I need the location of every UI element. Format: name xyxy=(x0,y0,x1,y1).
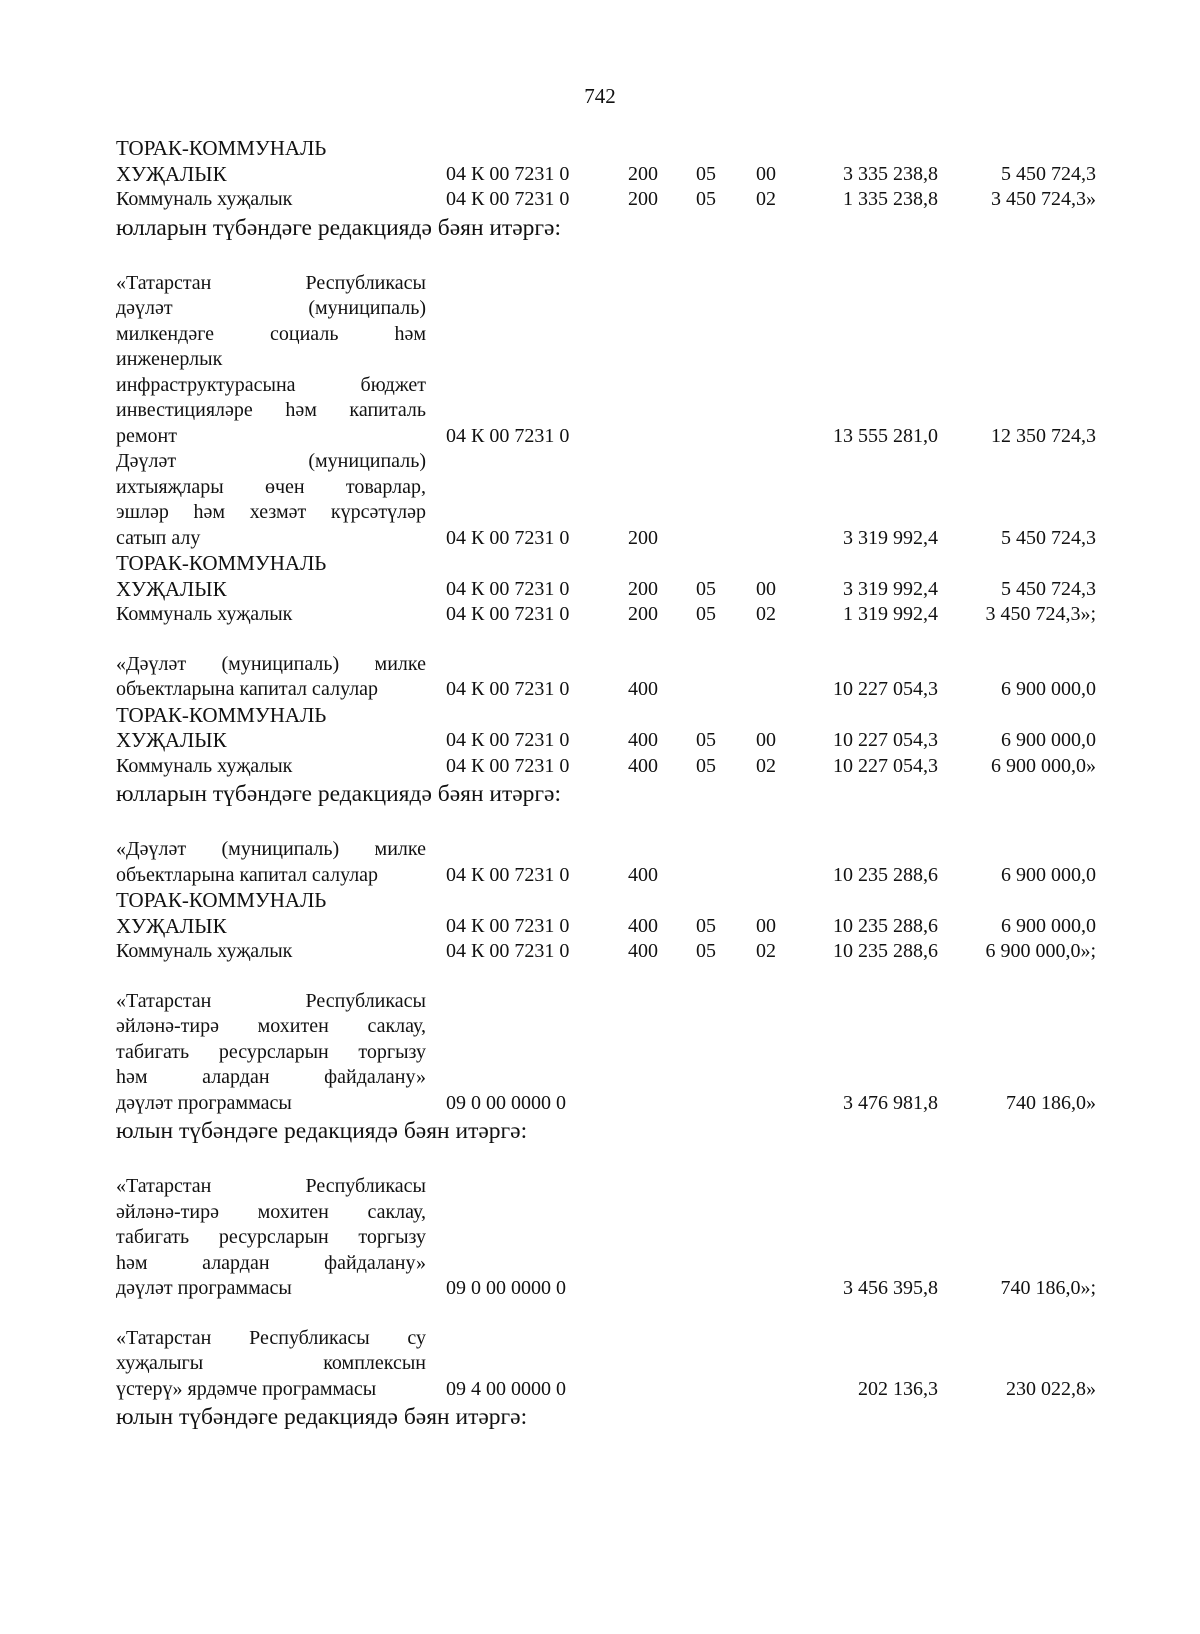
amount-year-1: 3 319 992,4 xyxy=(843,526,938,549)
budget-block-top xyxy=(116,136,1116,213)
row-title xyxy=(116,754,426,780)
amount-year-2: 6 900 000,0»; xyxy=(985,940,1096,962)
subsection-code: 02 xyxy=(756,754,776,777)
budget-block-2 xyxy=(116,271,1116,628)
row-title-line: ТОРАК-КОММУНАЛЬ xyxy=(116,888,327,912)
budget-code: 04 К 00 7231 0 xyxy=(446,863,570,886)
edit-instruction-4: юлын түбәндәге редакциядә бәян итәргә: xyxy=(116,1404,528,1430)
amount-year-2: 6 900 000,0 xyxy=(1001,678,1096,700)
row-title-line: «Татарстан Республикасы су xyxy=(116,1326,426,1349)
section-code: 05 xyxy=(696,162,716,185)
subsection-code: 02 xyxy=(756,940,776,962)
amount-year-2: 740 186,0»; xyxy=(1000,1277,1096,1299)
amount-year-1: 10 227 054,3 xyxy=(833,729,938,751)
table-row xyxy=(116,449,1116,551)
row-title xyxy=(116,271,426,450)
budget-code: 09 0 00 0000 0 xyxy=(446,1277,566,1299)
row-title xyxy=(116,1326,426,1403)
budget-code: 09 0 00 0000 0 xyxy=(446,1091,566,1114)
expense-type: 400 xyxy=(628,863,658,886)
subsection-code: 02 xyxy=(756,603,776,625)
budget-code: 09 4 00 0000 0 xyxy=(446,1377,566,1400)
amount-year-1: 10 227 054,3 xyxy=(833,678,938,700)
expense-type: 200 xyxy=(628,526,658,549)
row-title-line: инженерлык xyxy=(116,348,223,370)
row-title-line: Коммуналь хуҗалык xyxy=(116,940,293,962)
budget-code: 04 К 00 7231 0 xyxy=(446,188,570,210)
table-row xyxy=(116,1174,1116,1302)
table-row xyxy=(116,602,1116,628)
row-title-line: «Татарстан Республикасы xyxy=(116,271,426,294)
row-title-line: табигать ресурсларын торгызу xyxy=(116,1226,426,1248)
section-code: 05 xyxy=(696,729,716,751)
row-title-line: «Дәүләт (муниципаль) милке xyxy=(116,652,426,675)
budget-code: 04 К 00 7231 0 xyxy=(446,729,570,751)
budget-code: 04 К 00 7231 0 xyxy=(446,603,570,625)
row-title xyxy=(116,136,426,187)
row-title xyxy=(116,602,426,628)
table-row xyxy=(116,837,1116,888)
expense-type: 200 xyxy=(628,162,658,185)
expense-type: 200 xyxy=(628,577,658,600)
budget-code: 04 К 00 7231 0 xyxy=(446,526,570,549)
row-title xyxy=(116,652,426,703)
row-title xyxy=(116,989,426,1117)
amount-year-2: 5 450 724,3 xyxy=(1001,577,1096,600)
table-row xyxy=(116,939,1116,965)
budget-block-5 xyxy=(116,989,1116,1117)
row-title-line: Дәүләт (муниципаль) xyxy=(116,450,426,472)
expense-type: 400 xyxy=(628,914,658,937)
amount-year-2: 5 450 724,3 xyxy=(1001,162,1096,185)
subsection-code: 00 xyxy=(756,729,776,751)
budget-code: 04 К 00 7231 0 xyxy=(446,754,570,777)
table-row xyxy=(116,888,1116,939)
amount-year-2: 6 900 000,0 xyxy=(1001,914,1096,937)
subsection-code: 00 xyxy=(756,577,776,600)
table-row xyxy=(116,989,1116,1117)
row-title xyxy=(116,888,426,939)
row-title-line: милкендәге социаль һәм xyxy=(116,322,426,345)
row-title-line: ТОРАК-КОММУНАЛЬ xyxy=(116,136,327,160)
budget-block-6 xyxy=(116,1174,1116,1302)
amount-year-2: 3 450 724,3»; xyxy=(985,603,1096,625)
row-title-line: һәм алардан файдалану» xyxy=(116,1251,426,1274)
row-title-line: дәүләт программасы xyxy=(116,1091,292,1114)
table-row xyxy=(116,551,1116,602)
row-title xyxy=(116,187,426,213)
amount-year-2: 5 450 724,3 xyxy=(1001,526,1096,549)
table-row xyxy=(116,187,1116,213)
row-title-line: ихтыяҗлары өчен товарлар, xyxy=(116,475,426,498)
section-code: 05 xyxy=(696,754,716,777)
amount-year-1: 1 319 992,4 xyxy=(843,603,938,625)
row-title-line: әйләнә-тирә мохитен саклау, xyxy=(116,1200,426,1223)
row-title-line: ХУҖАЛЫК xyxy=(116,728,227,752)
amount-year-1: 10 227 054,3 xyxy=(833,754,938,777)
amount-year-2: 6 900 000,0 xyxy=(1001,863,1096,886)
row-title-line: инфраструктурасына бюджет xyxy=(116,373,426,396)
table-row xyxy=(116,652,1116,703)
amount-year-2: 6 900 000,0 xyxy=(1001,729,1096,751)
document-body xyxy=(116,136,1116,1442)
table-row xyxy=(116,703,1116,754)
section-code: 05 xyxy=(696,188,716,210)
edit-instruction-3: юлын түбәндәге редакциядә бәян итәргә: xyxy=(116,1118,528,1144)
subsection-code: 00 xyxy=(756,162,776,185)
row-title-line: ХУҖАЛЫК xyxy=(116,161,227,186)
table-row xyxy=(116,136,1116,187)
row-title xyxy=(116,1174,426,1302)
row-title-line: Коммуналь хуҗалык xyxy=(116,188,293,210)
row-title-line: объектларына капитал салулар xyxy=(116,863,379,886)
subsection-code: 02 xyxy=(756,188,776,210)
budget-code: 04 К 00 7231 0 xyxy=(446,424,570,447)
amount-year-2: 6 900 000,0» xyxy=(991,754,1096,777)
table-row xyxy=(116,1326,1116,1403)
amount-year-1: 3 319 992,4 xyxy=(843,577,938,600)
row-title xyxy=(116,449,426,551)
section-code: 05 xyxy=(696,603,716,625)
amount-year-1: 13 555 281,0 xyxy=(833,424,938,447)
row-title-line: ремонт xyxy=(116,424,177,447)
row-title-line: үстерү» ярдәмче программасы xyxy=(116,1377,377,1400)
expense-type: 400 xyxy=(628,729,658,751)
row-title xyxy=(116,939,426,965)
row-title-line: «Дәүләт (муниципаль) милке xyxy=(116,838,426,860)
row-title-line: һәм алардан файдалану» xyxy=(116,1066,426,1088)
amount-year-1: 3 456 395,8 xyxy=(843,1277,938,1299)
row-title-line: Коммуналь хуҗалык xyxy=(116,754,293,777)
budget-code: 04 К 00 7231 0 xyxy=(446,914,570,937)
budget-block-4 xyxy=(116,837,1116,965)
amount-year-2: 3 450 724,3» xyxy=(991,188,1096,210)
budget-code: 04 К 00 7231 0 xyxy=(446,678,570,700)
section-code: 05 xyxy=(696,914,716,937)
amount-year-1: 10 235 288,6 xyxy=(833,914,938,937)
amount-year-2: 230 022,8» xyxy=(1006,1377,1096,1400)
row-title-line: ТОРАК-КОММУНАЛЬ xyxy=(116,551,327,575)
table-row xyxy=(116,271,1116,450)
row-title-line: дәүләт (муниципаль) xyxy=(116,297,426,319)
row-title-line: инвестицияләре һәм капиталь xyxy=(116,399,426,421)
row-title-line: табигать ресурсларын торгызу xyxy=(116,1040,426,1063)
amount-year-1: 202 136,3 xyxy=(858,1377,938,1400)
budget-code: 04 К 00 7231 0 xyxy=(446,577,570,600)
row-title-line: әйләнә-тирә мохитен саклау, xyxy=(116,1015,426,1037)
row-title xyxy=(116,837,426,888)
row-title-line: ТОРАК-КОММУНАЛЬ xyxy=(116,702,327,727)
row-title-line: «Татарстан Республикасы xyxy=(116,989,426,1012)
edit-instruction-1: юлларын түбәндәге редакциядә бәян итәргә: xyxy=(116,214,562,241)
row-title-line: «Татарстан Республикасы xyxy=(116,1175,426,1197)
amount-year-1: 10 235 288,6 xyxy=(833,863,938,886)
amount-year-1: 10 235 288,6 xyxy=(833,940,938,962)
budget-block-3 xyxy=(116,652,1116,780)
row-title-line: Коммуналь хуҗалык xyxy=(116,603,293,625)
table-row xyxy=(116,754,1116,780)
amount-year-1: 1 335 238,8 xyxy=(843,188,938,210)
row-title-line: ХУҖАЛЫК xyxy=(116,913,227,938)
amount-year-1: 3 476 981,8 xyxy=(843,1091,938,1114)
budget-block-7 xyxy=(116,1326,1116,1403)
section-code: 05 xyxy=(696,577,716,600)
page-number: 742 xyxy=(584,84,616,108)
expense-type: 200 xyxy=(628,188,658,210)
row-title-line: ХУҖАЛЫК xyxy=(116,576,227,601)
edit-instruction-2: юлларын түбәндәге редакциядә бәян итәргә: xyxy=(116,781,562,807)
expense-type: 400 xyxy=(628,678,658,700)
row-title-line: дәүләт программасы xyxy=(116,1277,292,1299)
row-title-line: хуҗалыгы комплексын xyxy=(116,1352,426,1374)
budget-code: 04 К 00 7231 0 xyxy=(446,162,570,185)
row-title-line: эшләр һәм хезмәт күрсәтүләр xyxy=(116,501,426,523)
expense-type: 400 xyxy=(628,940,658,962)
row-title-line: сатып алу xyxy=(116,526,201,549)
expense-type: 400 xyxy=(628,754,658,777)
subsection-code: 00 xyxy=(756,914,776,937)
amount-year-2: 12 350 724,3 xyxy=(991,424,1096,447)
expense-type: 200 xyxy=(628,603,658,625)
budget-code: 04 К 00 7231 0 xyxy=(446,940,570,962)
row-title xyxy=(116,551,426,602)
row-title xyxy=(116,703,426,754)
amount-year-2: 740 186,0» xyxy=(1006,1091,1096,1114)
amount-year-1: 3 335 238,8 xyxy=(843,162,938,185)
section-code: 05 xyxy=(696,940,716,962)
row-title-line: объектларына капитал салулар xyxy=(116,678,379,700)
